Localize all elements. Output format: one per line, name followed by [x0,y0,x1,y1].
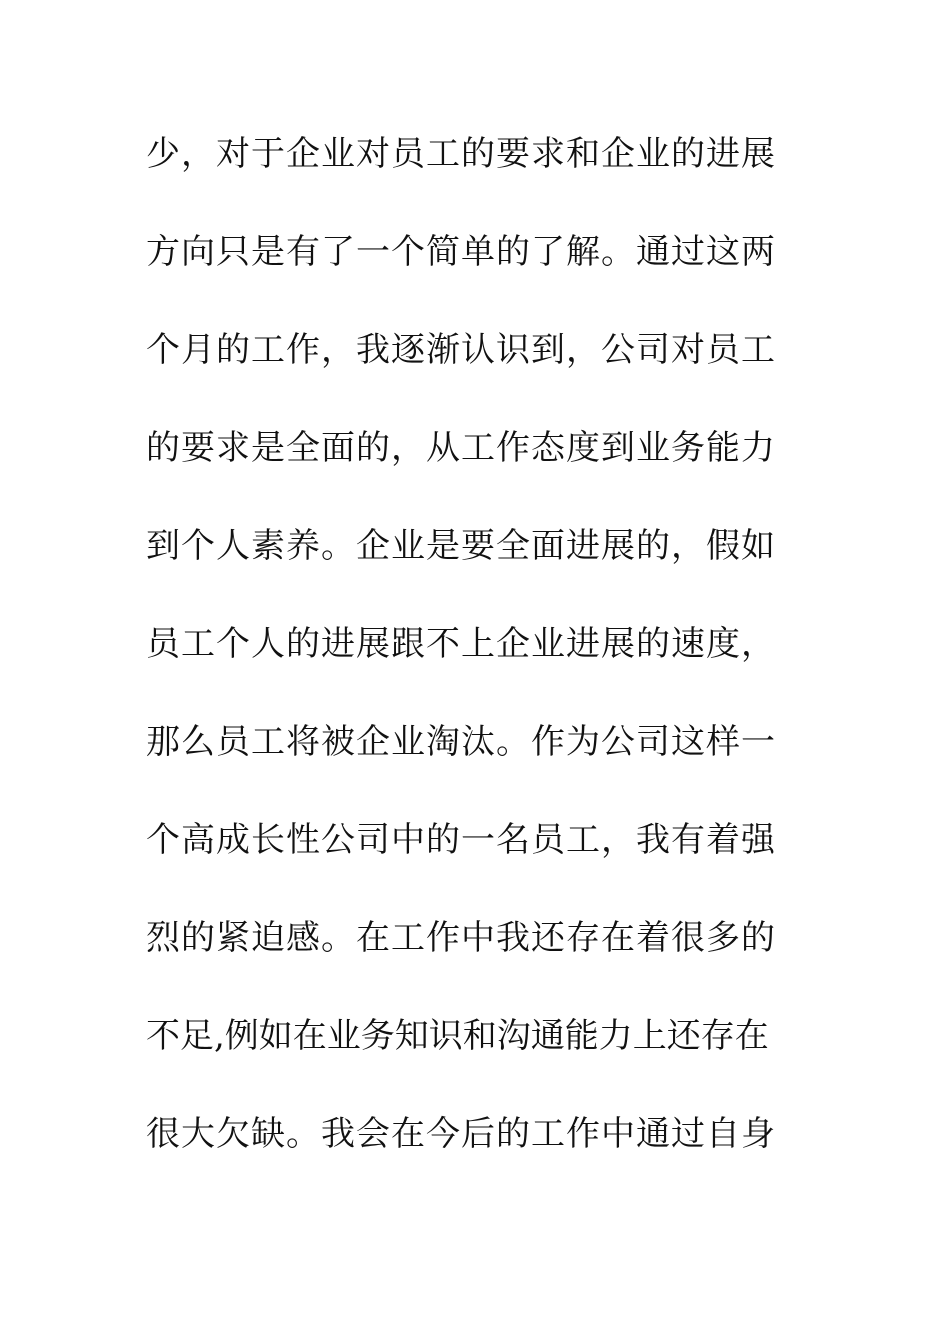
text-line: 到个人素养。企业是要全面进展的，假如 [146,526,776,566]
text-line: 少，对于企业对员工的要求和企业的进展 [146,134,776,174]
body-paragraph [146,128,826,1206]
text-line: 不足,例如在业务知识和沟通能力上还存在 [146,1016,769,1056]
text-line: 很大欠缺。我会在今后的工作中通过自身 [146,1114,776,1154]
text-line: 那么员工将被企业淘汰。作为公司这样一 [146,722,776,762]
text-line: 的要求是全面的，从工作态度到业务能力 [146,428,776,468]
text-line: 烈的紧迫感。在工作中我还存在着很多的 [146,918,776,958]
text-line: 个高成长性公司中的一名员工，我有着强 [146,820,776,860]
text-line: 个月的工作，我逐渐认识到，公司对员工 [146,330,776,370]
text-line: 方向只是有了一个简单的了解。通过这两 [146,232,776,272]
text-line: 员工个人的进展跟不上企业进展的速度， [146,624,776,664]
